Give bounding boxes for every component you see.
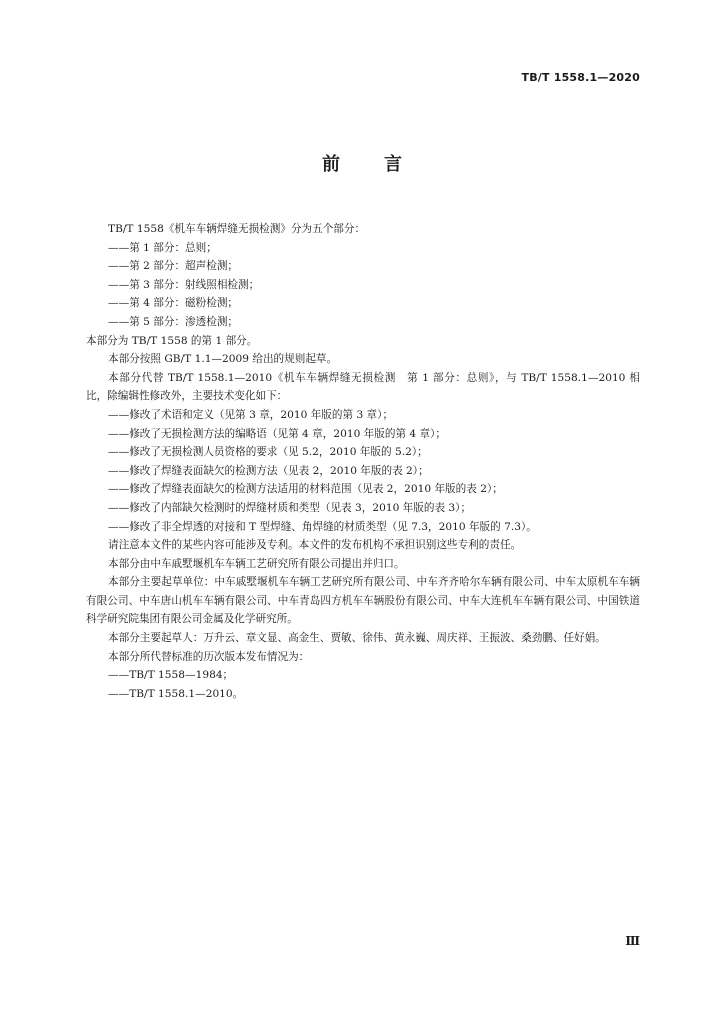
list-item-part-4: ——第 4 部分：磁粉检测； (108, 297, 239, 310)
list-item-part-1: ——第 1 部分：总则； (108, 241, 217, 254)
list-item-part-3: ——第 3 部分：射线照相检测； (108, 278, 260, 291)
paragraph-drafting-units: 本部分主要起草单位：中车戚墅堰机车车辆工艺研究所有限公司、中车齐齐哈尔车辆有限公司、中车太原机车车辆有限公司、中车唐山机车车辆有限公司、中车青岛四方机车车辆股份有限公司、中车大连机车车辆有限公司、中国铁道科学研究院集团有限公司金属及化学研究所。 (86, 576, 640, 626)
paragraph-proposer: 本部分由中车戚墅堰机车车辆工艺研究所有限公司提出并归口。 (108, 557, 405, 570)
list-item-history-2: ——TB/T 1558.1—2010。 (108, 687, 244, 700)
paragraph-patent-notice: 请注意本文件的某些内容可能涉及专利。本文件的发布机构不承担识别这些专利的责任。 (108, 539, 522, 552)
list-item-part-5: ——第 5 部分：渗透检测； (108, 315, 239, 328)
page-number: Ⅲ (625, 934, 640, 948)
list-item-change-7: ——修改了非全焊透的对接和 T 型焊缝、角焊缝的材质类型（见 7.3，2010 年版的 7.3）。 (108, 520, 537, 533)
list-item-change-3: ——修改了无损检测人员资格的要求（见 5.2，2010 年版的 5.2）； (108, 446, 428, 459)
list-item-change-6: ——修改了内部缺欠检测时的焊缝材质和类型（见表 3，2010 年版的表 3）； (108, 501, 472, 514)
list-item-history-1: ——TB/T 1558—1984； (108, 669, 234, 682)
paragraph-replaces: 本部分代替 TB/T 1558.1—2010《机车车辆焊缝无损检测 第 1 部分：总则》，与 TB/T 1558.1—2010 相比，除编辑性修改外，主要技术变化如下： (86, 371, 640, 403)
page-title: 前言 (322, 154, 446, 175)
paragraph-intro: TB/T 1558《机车车辆焊缝无损检测》分为五个部分： (108, 223, 366, 235)
document-body (86, 220, 640, 703)
list-item-change-2: ——修改了无损检测方法的编略语（见第 4 章，2010 年版的第 4 章）； (108, 427, 447, 440)
list-item-part-2: ——第 2 部分：超声检测； (108, 260, 239, 273)
list-item-change-1: ——修改了术语和定义（见第 3 章，2010 年版的第 3 章）； (108, 408, 394, 421)
standard-code: TB/T 1558.1—2020 (521, 71, 640, 84)
paragraph-drafters: 本部分主要起草人：万升云、章文显、高金生、贾敏、徐伟、黄永巍、周庆祥、王振波、桑劲鹏、任好娟。 (108, 632, 606, 645)
paragraph-this-part: 本部分为 TB/T 1558 的第 1 部分。 (86, 334, 258, 347)
paragraph-history: 本部分所代替标准的历次版本发布情况为： (108, 650, 310, 663)
paragraph-drafting-rules: 本部分按照 GB/T 1.1—2009 给出的规则起草。 (108, 353, 338, 366)
list-item-change-4: ——修改了焊缝表面缺欠的检测方法（见表 2，2010 年版的表 2）； (108, 464, 429, 477)
list-item-change-5: ——修改了焊缝表面缺欠的检测方法适用的材料范围（见表 2，2010 年版的表 2）； (108, 483, 503, 496)
